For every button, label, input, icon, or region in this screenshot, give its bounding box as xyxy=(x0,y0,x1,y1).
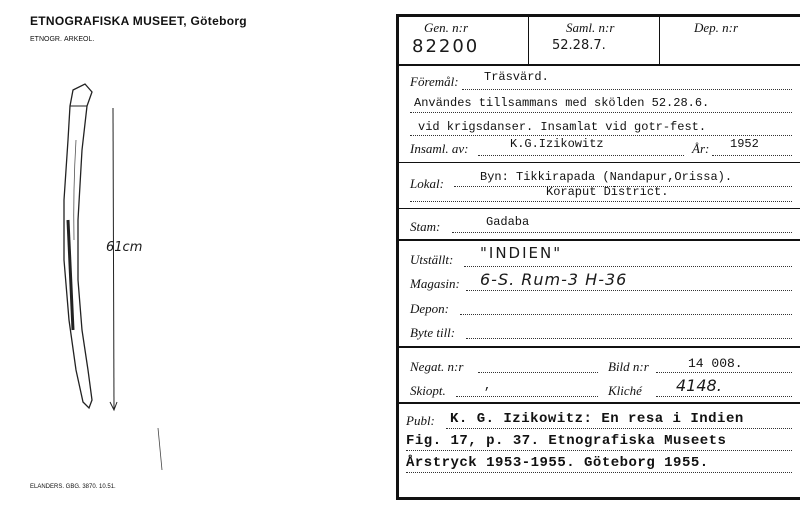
saml-value: 52.28.7. xyxy=(552,38,606,53)
foremal-line3: vid krigsdanser. Insamlat vid gotr-fest. xyxy=(418,120,707,134)
saml-label: Saml. n:r xyxy=(566,20,615,35)
museum-name: ETNOGRAFISKA MUSEET, Göteborg xyxy=(30,14,247,28)
publ-line2: Fig. 17, p. 37. Etnografiska Museets xyxy=(406,433,727,449)
byte-label: Byte till: xyxy=(410,325,456,340)
length-note: 61cm xyxy=(106,240,143,255)
dept-arkeol: ARKEOL. xyxy=(64,36,95,43)
ar-value: 1952 xyxy=(730,137,759,151)
lokal-label: Lokal: xyxy=(410,176,444,191)
bild-value: 14 008. xyxy=(688,356,743,371)
ar-label: År: xyxy=(692,141,710,156)
stam-label: Stam: xyxy=(410,219,441,234)
utstallt-value: "INDIEN" xyxy=(480,244,563,262)
dep-label: Dep. n:r xyxy=(694,20,739,35)
publ-line3: Årstryck 1953-1955. Göteborg 1955. xyxy=(406,455,709,471)
magasin-value: 6-S. Rum-3 H-36 xyxy=(480,270,628,289)
bild-label: Bild n:r xyxy=(608,359,649,374)
lokal-line2: Koraput District. xyxy=(546,185,669,199)
insaml-label: Insaml. av: xyxy=(410,141,469,156)
kliche-value: 4148. xyxy=(676,376,722,395)
sword-sketch xyxy=(40,80,170,480)
skiopt-label: Skiopt. xyxy=(410,383,446,398)
kliche-label: Kliché xyxy=(608,383,642,398)
insaml-value: K.G.Izikowitz xyxy=(510,137,604,151)
dept-etnogr: ETNOGR. xyxy=(30,36,62,43)
publ-label: Publ: xyxy=(406,413,435,428)
foremal-line2: Användes tillsammans med skölden 52.28.6. xyxy=(414,96,710,110)
lokal-line1: Byn: Tikkirapada (Nandapur,Orissa). xyxy=(480,170,733,184)
foremal-label: Föremål: xyxy=(410,74,459,89)
magasin-label: Magasin: xyxy=(410,276,460,291)
depon-label: Depon: xyxy=(410,301,449,316)
negat-label: Negat. n:r xyxy=(410,359,464,374)
skiopt-value: , xyxy=(484,379,492,393)
gen-label: Gen. n:r xyxy=(424,20,469,35)
gen-value: 82200 xyxy=(412,36,480,57)
foremal-line1: Träsvärd. xyxy=(484,70,549,84)
printer-note: ELANDERS. GBG. 3870. 10.51. xyxy=(30,484,116,490)
utstallt-label: Utställt: xyxy=(410,252,454,267)
stam-value: Gadaba xyxy=(486,215,530,229)
publ-line1: K. G. Izikowitz: En resa i Indien xyxy=(450,411,744,427)
